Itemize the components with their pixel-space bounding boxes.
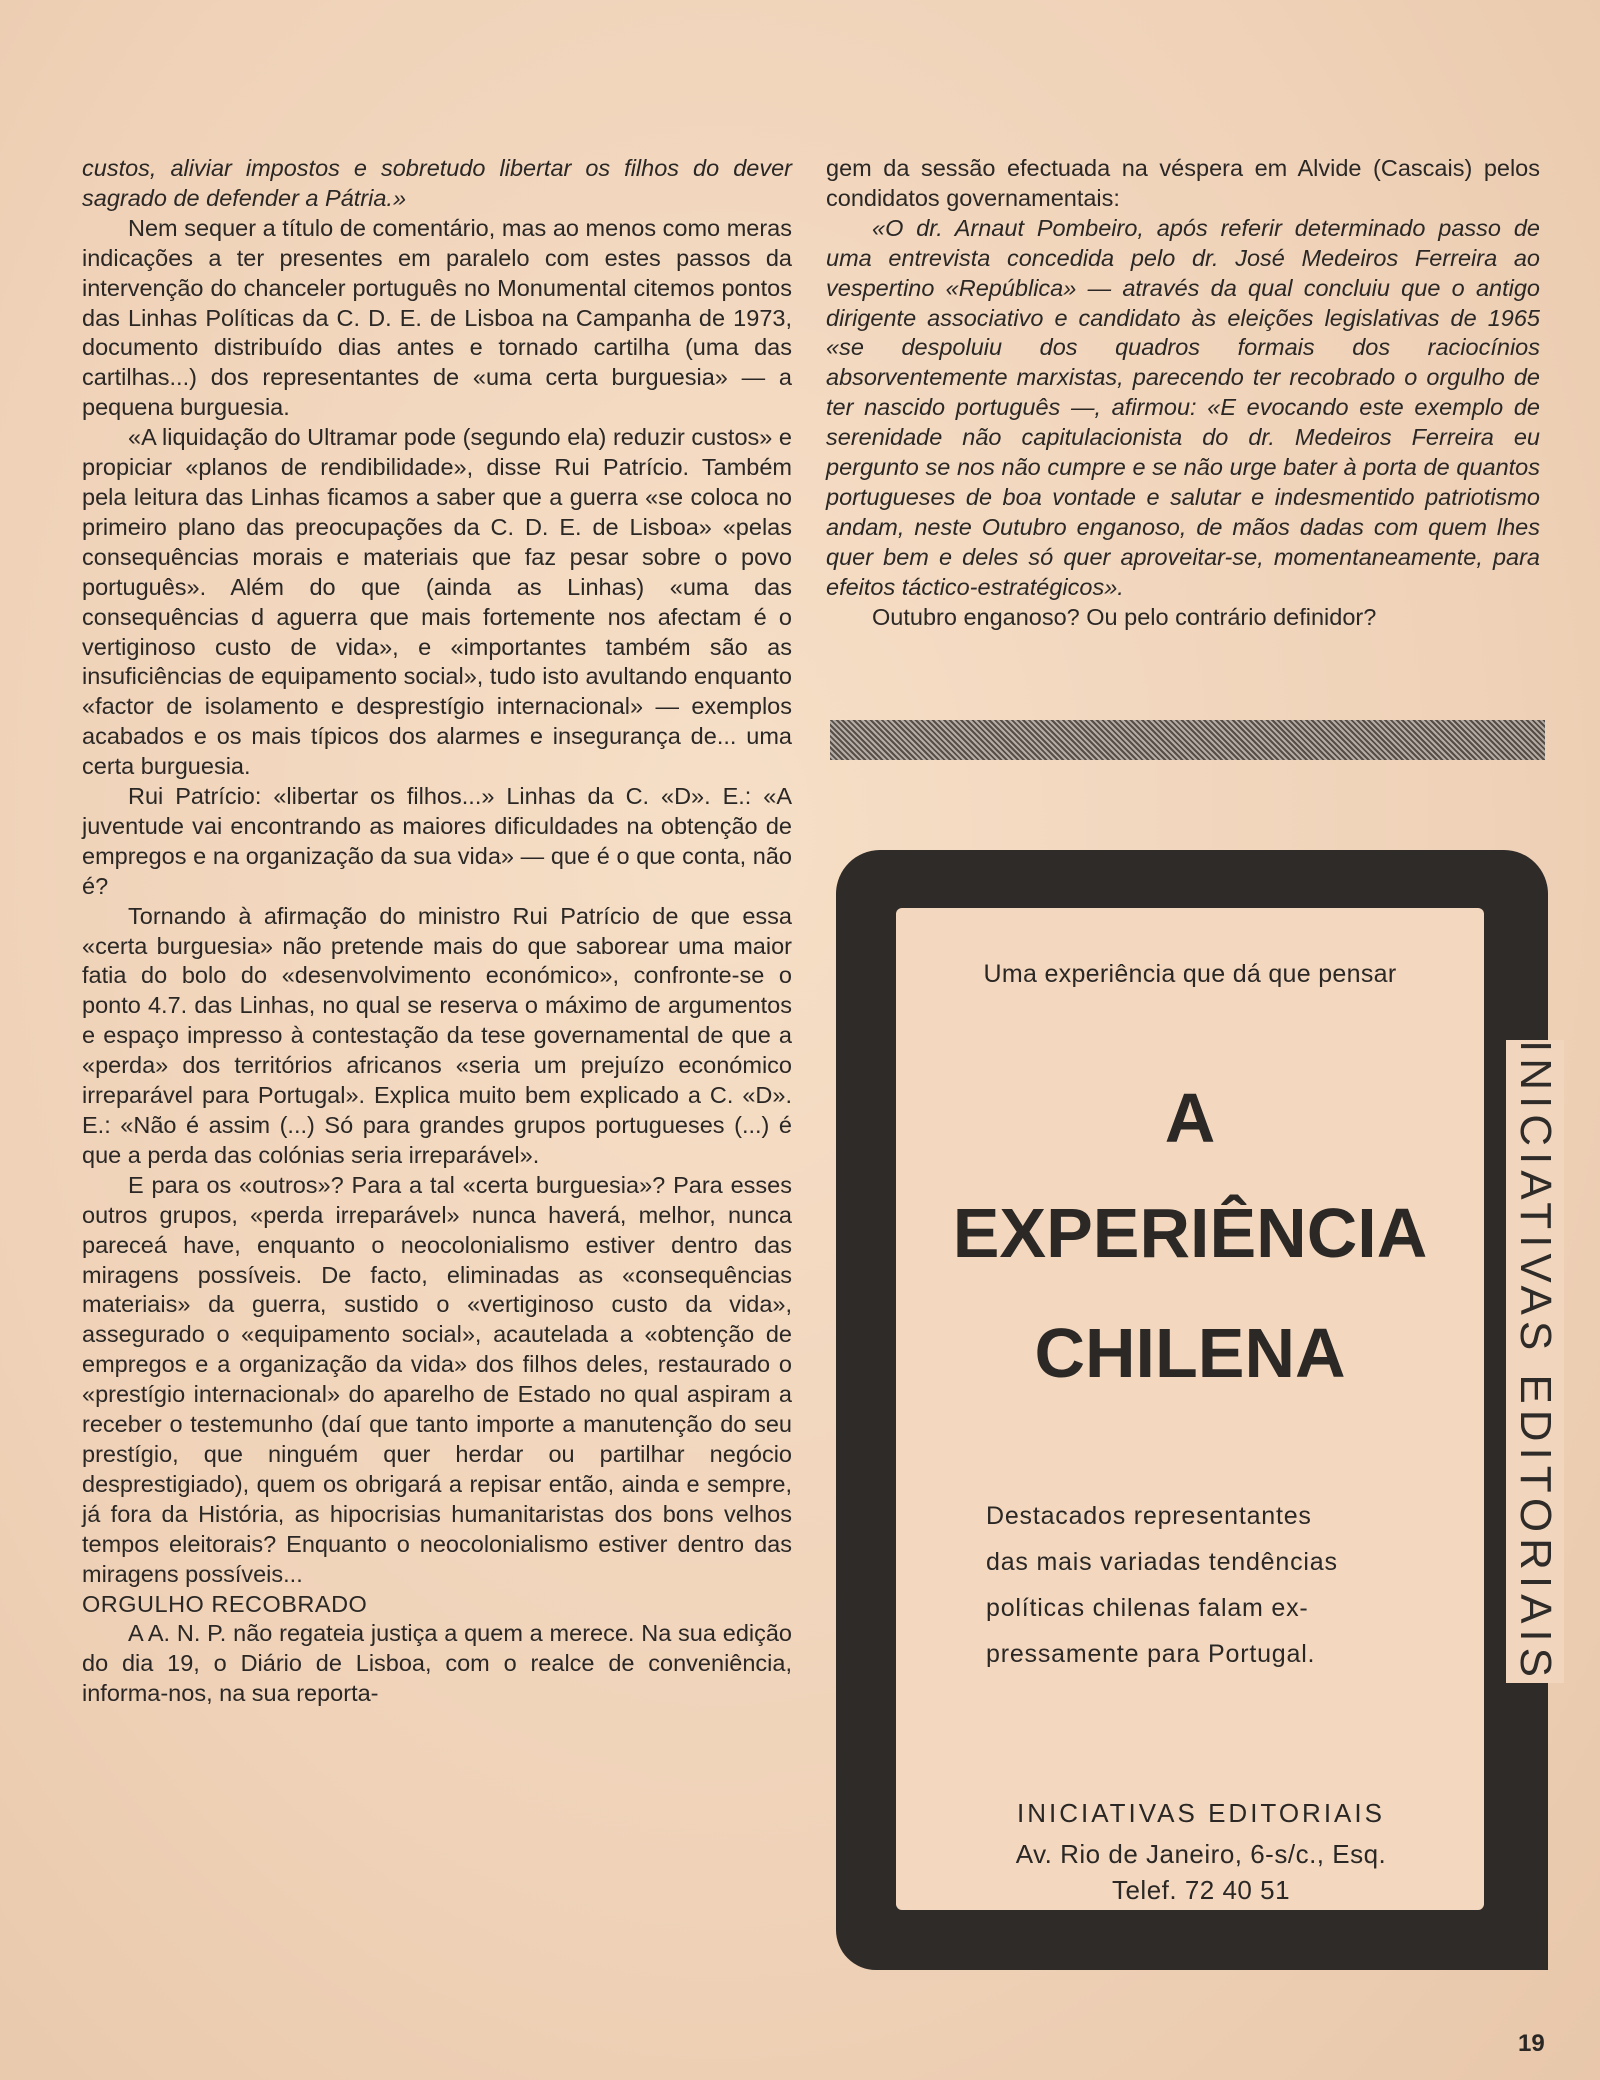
- right-column: [826, 154, 1540, 633]
- advertisement: [896, 908, 1484, 1910]
- hatched-divider: [830, 720, 1545, 760]
- ad-tagline: Uma experiência que dá que pensar: [983, 960, 1397, 988]
- ad-description: [986, 1493, 1406, 1677]
- ad-description-line: pressamente para Portugal.: [986, 1640, 1316, 1668]
- ad-description-line: políticas chilenas falam ex-: [986, 1594, 1309, 1622]
- section-subheading: ORGULHO RECOBRADO: [82, 1590, 368, 1617]
- article-paragraph: Nem sequer a título de comentário, mas ao menos como meras indicações a ter presentes em paralelo com estes passos da intervenção do chanceler português no Monumental citemos pontos das Linhas Políticas da C. D. E. de Lisboa na Campanha de 1973, documento distribuído dias antes e tornado cartilha (uma das cartilhas...) dos representantes de «uma certa burguesia» — a pequena burguesia.: [82, 214, 792, 421]
- ad-description-line: das mais variadas tendências: [986, 1548, 1338, 1576]
- article-paragraph: «A liquidação do Ultramar pode (segundo ela) reduzir custos» e propiciar «planos de rendibilidade», disse Rui Patrício. Também pela leitura das Linhas ficamos a saber que a guerra «se coloca no primeiro plano das preocupações da C. D. E. de Lisboa» «pelas consequências morais e materiais que faz pesar sobre o povo português». Além do que (ainda as Linhas) «uma das consequências d aguerra que mais fortemente nos afectam é o vertiginoso custo de vida», e «importantes também são as insuficiências de equipamento social», tudo isto avultando enquanto «factor de isolamento e desprestígio internacional» — exemplos acabados e os mais típicos dos alarmes e insegurança de... uma certa burguesia.: [82, 424, 792, 780]
- ad-side-label: INICIATIVAS EDITORIAIS: [1506, 1040, 1564, 1683]
- article-paragraph: Outubro enganoso? Ou pelo contrário definidor?: [872, 603, 1377, 630]
- ad-title-line: EXPERIÊNCIA: [952, 1194, 1428, 1272]
- ad-contact: [936, 1836, 1466, 1908]
- article-paragraph: A A. N. P. não regateia justiça a quem a merece. Na sua edição do dia 19, o Diário de Lisboa, com o realce de conveniência, informa-nos, na sua reporta-: [82, 1620, 792, 1707]
- article-paragraph: E para os «outros»? Para a tal «certa burguesia»? Para esses outros grupos, «perda irreparável» nunca haverá, melhor, nunca pareceá have, enquanto o neocolonialismo estiver dentro das miragens possíveis. De facto, eliminadas as «consequências materiais» da guerra, sustido o «vertiginoso custo da vida», assegurado o «equipamento social», acautelada a «obtenção de empregos e a organização da vida» dos filhos deles, restaurado o «prestígio internacional» do aparelho de Estado no qual aspiram a receber o testemunho (daí que tanto importe a manutenção do seu prestígio, que ninguém quer herdar ou partilhar negócio desprestigiado), quem os obrigará a repisar então, ainda e sempre, já fora da História, as hipocrisias humanitaristas dos bons velhos tempos eleitorais? Enquanto o neocolonialismo estiver dentro das miragens possíveis...: [82, 1171, 792, 1587]
- ad-title-line: CHILENA: [1034, 1314, 1346, 1392]
- page-number: 19: [1518, 2030, 1545, 2057]
- ad-publisher: INICIATIVAS EDITORIAIS: [1017, 1798, 1385, 1828]
- ad-phone: Telef. 72 40 51: [1111, 1875, 1291, 1905]
- article-paragraph: Rui Patrício: «libertar os filhos...» Linhas da C. «D». E.: «A juventude vai encontrando as maiores dificuldades na obtenção de empregos e na organização da sua vida» — que é o que conta, não é?: [82, 783, 792, 899]
- article-paragraph: Tornando à afirmação do ministro Rui Patrício de que essa «certa burguesia» não pretende mais do que saborear uma maior fatia do bolo do «desenvolvimento económico», confronte-se o ponto 4.7. das Linhas, no qual se reserva o máximo de argumentos e espaço impresso à contestação da tese governamental de que a «perda» dos territórios africanos «seria um prejuízo económico irreparável para Portugal». Explica muito bem explicado a C. «D». E.: «Não é assim (...) Só para grandes grupos portugueses (...) é que a perda das colónias seria irreparável».: [82, 902, 792, 1168]
- article-paragraph: gem da sessão efectuada na véspera em Alvide (Cascais) pelos condidatos governamentais:: [826, 155, 1540, 211]
- left-column: [82, 154, 792, 1709]
- ad-description-line: Destacados representantes: [986, 1502, 1312, 1530]
- quoted-paragraph: «O dr. Arnaut Pombeiro, após referir determinado passo de uma entrevista concedida pelo dr. José Medeiros Ferreira ao vespertino «República» — através da qual concluiu que o antigo dirigente associativo e candidato às eleições legislativas de 1965 «se despoluiu dos quadros formais dos raciocínios absorventemente marxistas, parecendo ter recobrado o orgulho de ter nascido português —, afirmou: «E evocando este exemplo de serenidade não capitulacionista do dr. Medeiros Ferreira eu pergunto se nos não cumpre e se não urge bater à porta de quantos portugueses de boa vontade e salutar e indesmentido patriotismo andam, neste Outubro enganoso, de mãos dadas com quem lhes quer bem e deles só quer aproveitar-se, momentaneamente, para efeitos táctico-estratégicos».: [826, 214, 1540, 600]
- article-paragraph: custos, aliviar impostos e sobretudo libertar os filhos do dever sagrado de defender a Pátria.»: [82, 155, 792, 211]
- ad-title-line: A: [1164, 1079, 1216, 1157]
- ad-address: Av. Rio de Janeiro, 6-s/c., Esq.: [1015, 1839, 1387, 1869]
